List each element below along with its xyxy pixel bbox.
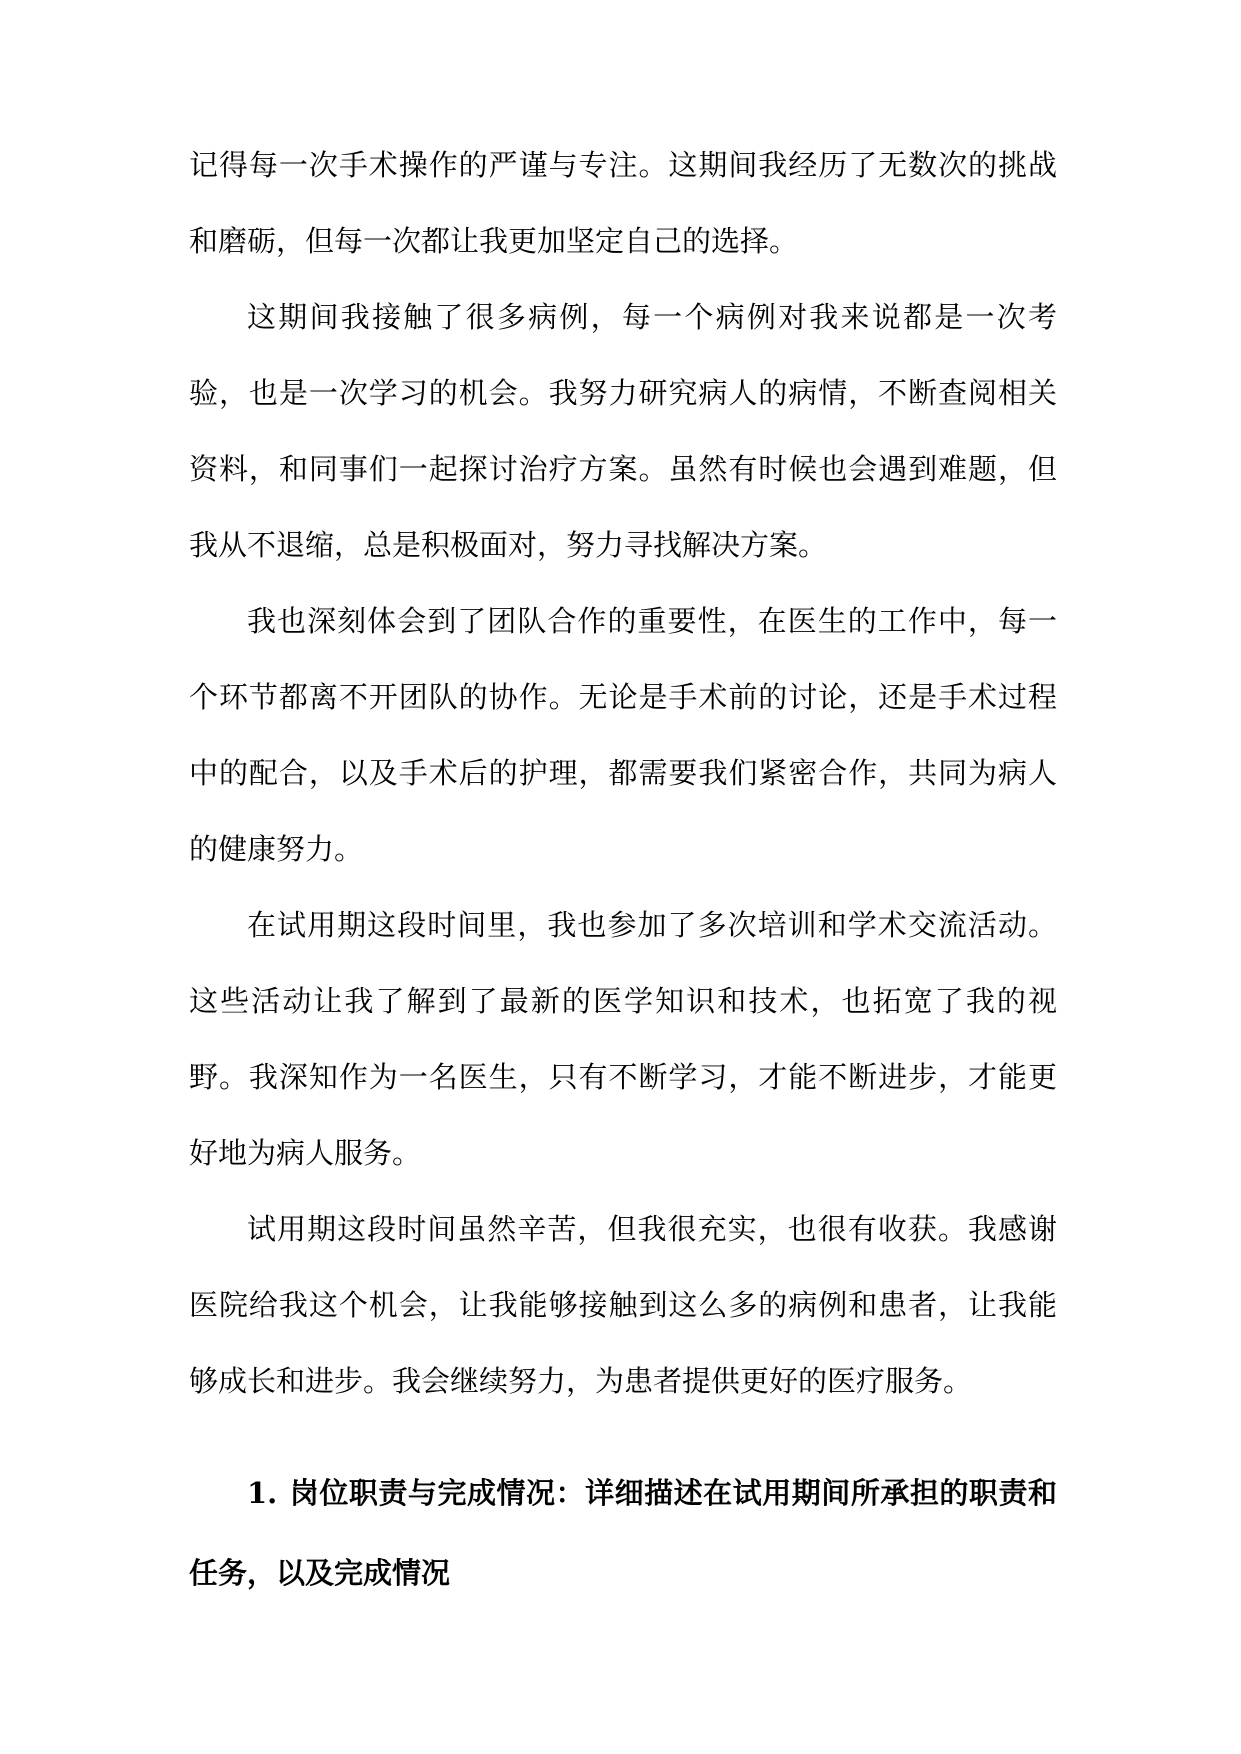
section-heading-text: 岗位职责与完成情况：详细描述在试用期间所承担的职责和任务，以及完成情况 [189,1476,1057,1590]
body-paragraph-4: 在试用期这段时间里，我也参加了多次培训和学术交流活动。这些活动让我了解到了最新的医学知识和技术，也拓宽了我的视野。我深知作为一名医生，只有不断学习，才能不断进步，才能更好地为病人服务。 [189,908,1057,1170]
section-heading-number: 1. [247,1476,278,1510]
section-heading [189,1453,1057,1613]
body-paragraph-5: 试用期这段时间虽然辛苦，但我很充实，也很有收获。我感谢医院给我这个机会，让我能够接触到这么多的病例和患者，让我能够成长和进步。我会继续努力，为患者提供更好的医疗服务。 [189,1212,1057,1398]
document-page [189,127,1057,1613]
body-paragraph-1: 记得每一次手术操作的严谨与专注。这期间我经历了无数次的挑战和磨砺，但每一次都让我更加坚定自己的选择。 [189,148,1057,258]
body-paragraph-2: 这期间我接触了很多病例，每一个病例对我来说都是一次考验，也是一次学习的机会。我努力研究病人的病情，不断查阅相关资料，和同事们一起探讨治疗方案。虽然有时候也会遇到难题，但我从不退缩，总是积极面对，努力寻找解决方案。 [189,300,1057,562]
body-paragraph-3: 我也深刻体会到了团队合作的重要性，在医生的工作中，每一个环节都离不开团队的协作。无论是手术前的讨论，还是手术过程中的配合，以及手术后的护理，都需要我们紧密合作，共同为病人的健康努力。 [189,604,1057,866]
